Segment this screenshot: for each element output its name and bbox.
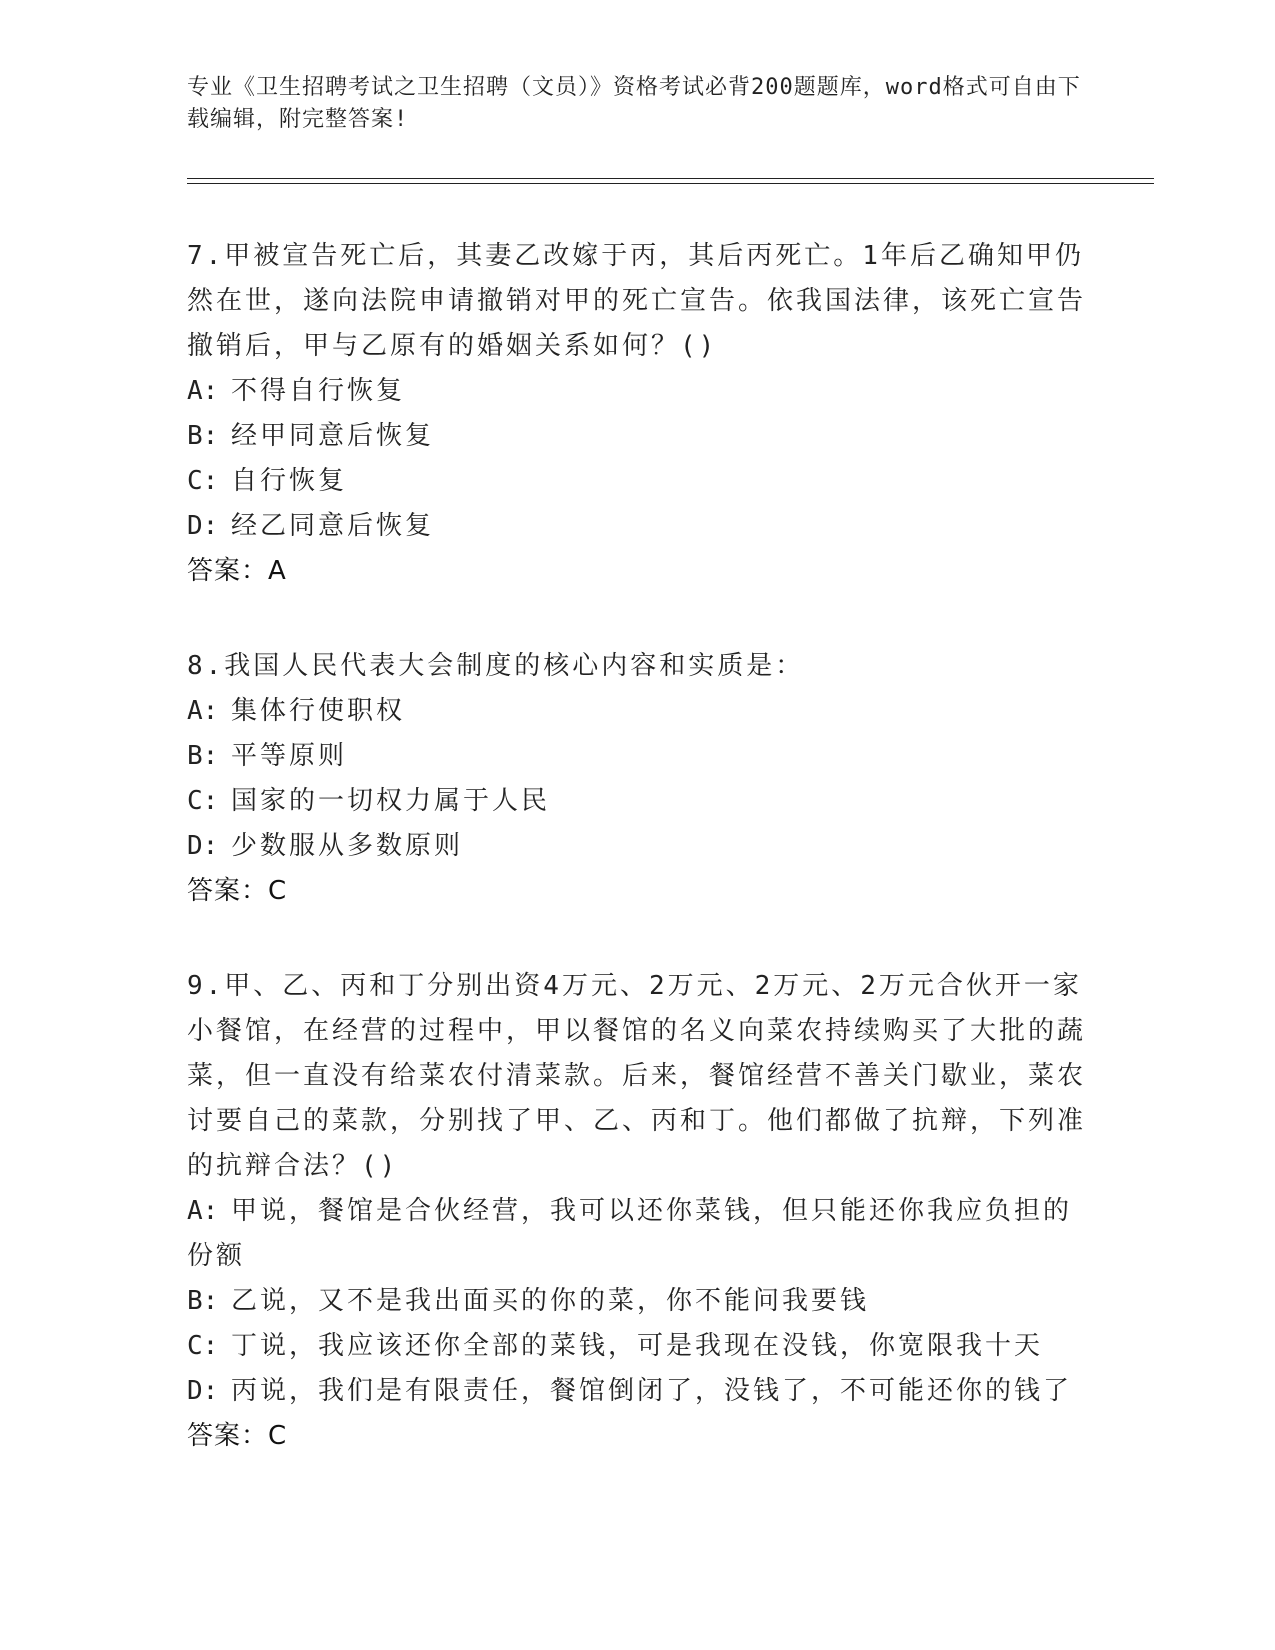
option-a: [187, 1189, 1087, 1279]
answer-line: 答案：C: [187, 1421, 288, 1451]
document-header: [187, 72, 1087, 136]
header-rule-top: [187, 178, 1154, 179]
option-text: 丙说，我们是有限责任，餐馆倒闭了，没钱了，不可能还你的钱了: [231, 1376, 1073, 1406]
option-d: [187, 1369, 1087, 1414]
option-letter: A:: [187, 376, 219, 406]
answer-line: 答案：C: [187, 876, 288, 906]
option-text: 经乙同意后恢复: [231, 511, 435, 541]
option-d: [187, 824, 1087, 869]
option-text: 集体行使职权: [231, 696, 406, 726]
option-letter: D:: [187, 1376, 219, 1406]
option-b: [187, 734, 1087, 779]
option-letter: D:: [187, 831, 219, 861]
option-text: 自行恢复: [231, 466, 348, 496]
option-a: [187, 369, 1087, 414]
question-stem: 7.甲被宣告死亡后，其妻乙改嫁于丙，其后丙死亡。1年后乙确知甲仍然在世，遂向法院申请撤销对甲的死亡宣告。依我国法律，该死亡宣告撤销后，甲与乙原有的婚姻关系如何？(): [187, 241, 1087, 361]
option-text: 乙说，又不是我出面买的你的菜，你不能问我要钱: [231, 1286, 870, 1316]
option-letter: B:: [187, 421, 219, 451]
option-text: 经甲同意后恢复: [231, 421, 435, 451]
option-text: 少数服从多数原则: [231, 831, 464, 861]
option-c: [187, 459, 1087, 504]
question-8: [187, 644, 1087, 914]
option-letter: A:: [187, 1196, 219, 1226]
question-9: [187, 964, 1087, 1459]
option-d: [187, 504, 1087, 549]
option-text: 丁说，我应该还你全部的菜钱，可是我现在没钱，你宽限我十天: [231, 1331, 1044, 1361]
option-text: 甲说，餐馆是合伙经营，我可以还你菜钱，但只能还你我应负担的份额: [187, 1196, 1073, 1271]
option-text: 不得自行恢复: [231, 376, 406, 406]
option-b: [187, 1279, 1087, 1324]
question-7: [187, 234, 1087, 594]
option-letter: C:: [187, 466, 219, 496]
option-letter: A:: [187, 696, 219, 726]
option-a: [187, 689, 1087, 734]
option-b: [187, 414, 1087, 459]
option-c: [187, 1324, 1087, 1369]
option-letter: C:: [187, 1331, 219, 1361]
question-stem: 8.我国人民代表大会制度的核心内容和实质是：: [187, 651, 805, 681]
header-rule-bottom: [187, 183, 1154, 184]
option-letter: B:: [187, 741, 219, 771]
question-stem: 9.甲、乙、丙和丁分别出资4万元、2万元、2万元、2万元合伙开一家小餐馆，在经营的过程中，甲以餐馆的名义向菜农持续购买了大批的蔬菜，但一直没有给菜农付清菜款。后来，餐馆经营不善关门歇业，菜农讨要自己的菜款，分别找了甲、乙、丙和丁。他们都做了抗辩，下列准的抗辩合法？(): [187, 971, 1087, 1181]
option-letter: C:: [187, 786, 219, 816]
option-c: [187, 779, 1087, 824]
option-letter: B:: [187, 1286, 219, 1316]
answer-line: 答案：A: [187, 556, 287, 586]
option-text: 国家的一切权力属于人民: [231, 786, 551, 816]
header-intro: 专业《卫生招聘考试之卫生招聘（文员）》资格考试必背200题题库，word格式可自由下载编辑，附完整答案!: [187, 75, 1081, 132]
option-text: 平等原则: [231, 741, 348, 771]
option-letter: D:: [187, 511, 219, 541]
